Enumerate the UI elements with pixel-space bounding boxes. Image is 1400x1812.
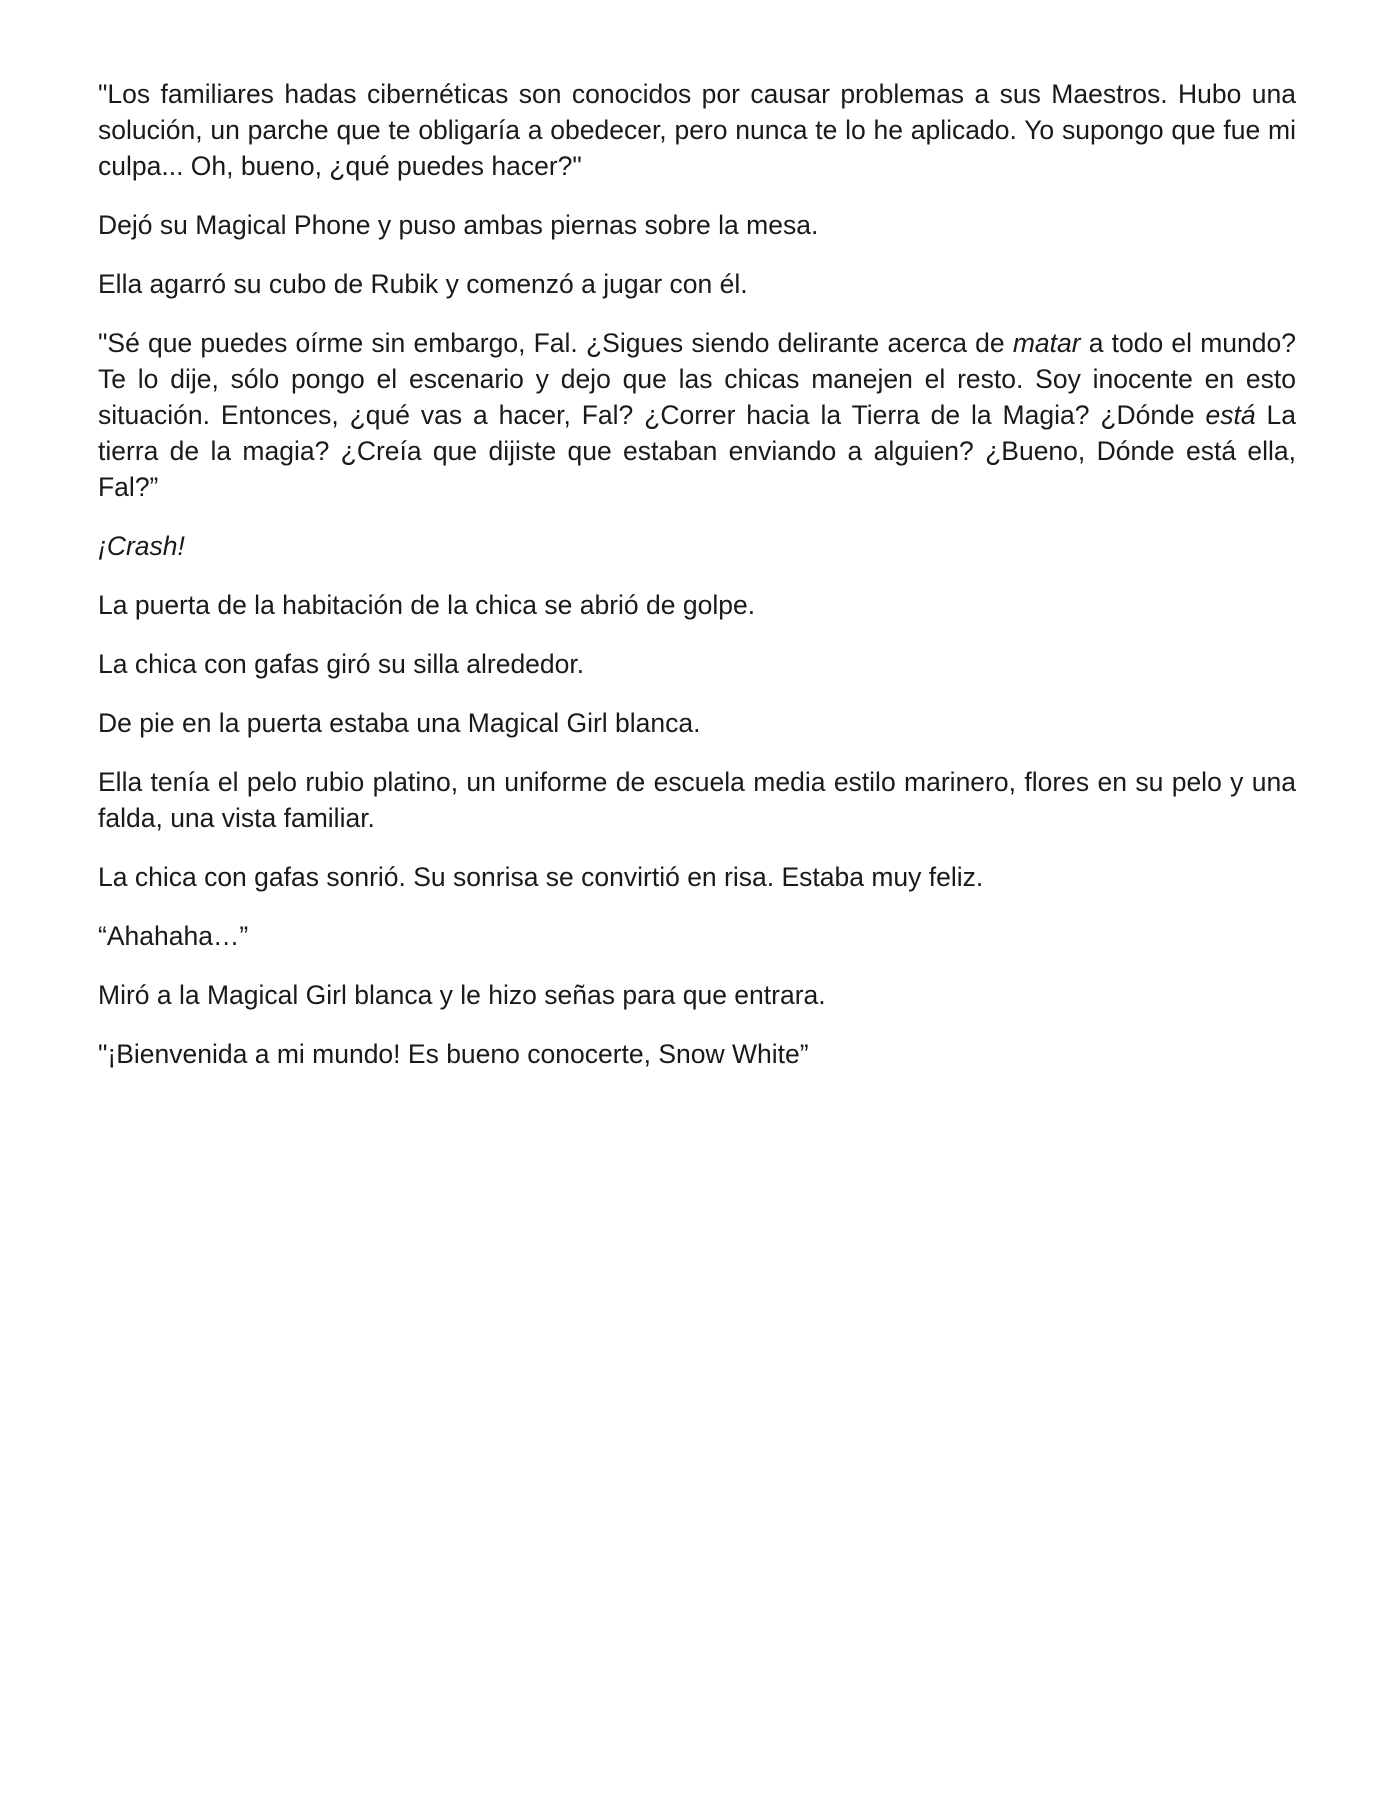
text-segment: Miró a la Magical Girl blanca y le hizo señas para que entrara. bbox=[98, 980, 826, 1010]
text-segment: "¡Bienvenida a mi mundo! Es bueno conocerte, Snow White” bbox=[98, 1039, 809, 1069]
paragraph bbox=[98, 705, 1296, 741]
paragraph bbox=[98, 918, 1296, 954]
text-segment: a todo el mundo? Te lo dije, sólo pongo el escenario y dejo que las chicas manejen el resto. Soy inocente en esto situación. Entonces, ¿qué vas a hacer, Fal? ¿Correr hacia la Tierra de la Magia? ¿Dónde bbox=[98, 328, 1296, 430]
text-segment: "Los familiares hadas cibernéticas son conocidos por causar problemas a sus Maestros. Hubo una solución, un parche que te obligaría a obedecer, pero nunca te lo he aplicado. Yo supongo que fue mi culpa... Oh, bueno, ¿qué puedes hacer?" bbox=[98, 79, 1296, 181]
text-segment: La chica con gafas giró su silla alrededor. bbox=[98, 649, 585, 679]
text-segment: Dejó su Magical Phone y puso ambas piernas sobre la mesa. bbox=[98, 210, 819, 240]
paragraph bbox=[98, 207, 1296, 243]
text-segment: La puerta de la habitación de la chica se abrió de golpe. bbox=[98, 590, 756, 620]
paragraph bbox=[98, 859, 1296, 895]
text-segment: Ella tenía el pelo rubio platino, un uniforme de escuela media estilo marinero, flores en su pelo y una falda, una vista familiar. bbox=[98, 767, 1296, 833]
paragraph bbox=[98, 1036, 1296, 1072]
text-segment: “Ahahaha…” bbox=[98, 921, 249, 951]
italic-text-segment: matar bbox=[1012, 328, 1081, 358]
paragraph bbox=[98, 76, 1296, 184]
text-segment: La tierra de la magia? ¿Creía que dijiste que estaban enviando a alguien? ¿Bueno, Dónde está ella, Fal?” bbox=[98, 400, 1296, 502]
text-segment: De pie en la puerta estaba una Magical Girl blanca. bbox=[98, 708, 701, 738]
text-segment: Ella agarró su cubo de Rubik y comenzó a jugar con él. bbox=[98, 269, 748, 299]
italic-text-segment: está bbox=[1205, 400, 1256, 430]
paragraph bbox=[98, 977, 1296, 1013]
paragraph bbox=[98, 266, 1296, 302]
document-page bbox=[98, 76, 1296, 1095]
paragraph bbox=[98, 528, 1296, 564]
paragraph bbox=[98, 325, 1296, 505]
italic-text-segment: ¡Crash! bbox=[98, 531, 185, 561]
paragraph bbox=[98, 764, 1296, 836]
paragraph bbox=[98, 646, 1296, 682]
paragraph bbox=[98, 587, 1296, 623]
text-segment: "Sé que puedes oírme sin embargo, Fal. ¿Sigues siendo delirante acerca de bbox=[98, 328, 1013, 358]
text-segment: La chica con gafas sonrió. Su sonrisa se convirtió en risa. Estaba muy feliz. bbox=[98, 862, 984, 892]
